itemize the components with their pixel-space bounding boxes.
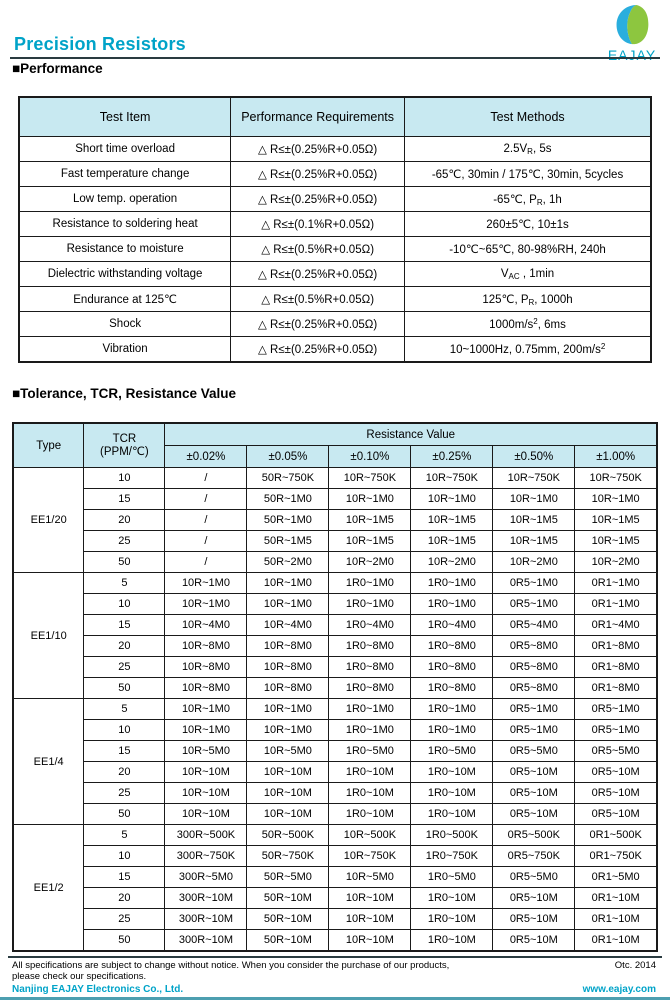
tcr-cell: 50 <box>84 930 165 952</box>
tcr-cell: 50 <box>84 804 165 825</box>
resistance-range-cell: 1R0~1M0 <box>329 594 411 615</box>
resistance-range-cell: 10R~8M0 <box>247 636 329 657</box>
footer-notice <box>12 960 449 982</box>
resistance-range-cell: 0R5~10M <box>493 930 575 952</box>
tcr-cell: 50 <box>84 552 165 573</box>
tcr-cell: 20 <box>84 762 165 783</box>
resistance-range-cell: 10R~10M <box>165 804 247 825</box>
performance-row <box>19 237 651 262</box>
resistance-range-cell: 1R0~500K <box>411 825 493 846</box>
method-cell: 260±5℃, 10±1s <box>405 212 651 237</box>
resistance-range-cell: 50R~500K <box>247 825 329 846</box>
resistance-range-cell: 10R~1M0 <box>247 720 329 741</box>
resistance-range-cell: 300R~750K <box>165 846 247 867</box>
tolerance-row <box>13 657 657 678</box>
requirement-cell: △ R≤±(0.25%R+0.05Ω) <box>231 312 405 337</box>
col-header-performance-requirements: Performance Requirements <box>231 97 405 137</box>
resistance-range-cell: 0R1~10M <box>575 888 657 909</box>
resistance-range-cell: 0R5~5M0 <box>575 741 657 762</box>
resistance-range-cell: 10R~750K <box>411 468 493 489</box>
resistance-range-cell: 1R0~1M0 <box>411 594 493 615</box>
performance-row <box>19 312 651 337</box>
resistance-range-cell: 10R~1M5 <box>575 531 657 552</box>
resistance-range-cell: 10R~10M <box>247 804 329 825</box>
resistance-range-cell: 0R1~750K <box>575 846 657 867</box>
resistance-range-cell: 0R5~10M <box>575 804 657 825</box>
resistance-range-cell: 10R~5M0 <box>247 741 329 762</box>
tcr-cell: 5 <box>84 699 165 720</box>
resistance-range-cell: 10R~1M5 <box>493 510 575 531</box>
resistance-range-cell: 1R0~5M0 <box>329 741 411 762</box>
resistance-range-cell: 0R1~5M0 <box>575 867 657 888</box>
tcr-cell: 25 <box>84 657 165 678</box>
test-item-cell: Dielectric withstanding voltage <box>19 262 231 287</box>
resistance-range-cell: 0R1~4M0 <box>575 615 657 636</box>
performance-header-row <box>19 97 651 137</box>
requirement-cell: △ R≤±(0.1%R+0.05Ω) <box>231 212 405 237</box>
section-heading-performance: ■Performance <box>12 61 103 76</box>
method-cell: $2.5V_R$, 5s <box>405 137 651 162</box>
resistance-range-cell: 10R~1M0 <box>165 594 247 615</box>
col-header-tolerance: ±0.02% <box>165 446 247 468</box>
performance-row <box>19 337 651 363</box>
footer-divider <box>8 956 662 958</box>
resistance-range-cell: 10R~2M0 <box>493 552 575 573</box>
resistance-range-cell: 10R~4M0 <box>165 615 247 636</box>
resistance-range-cell: 1R0~750K <box>411 846 493 867</box>
performance-table <box>18 96 652 363</box>
tolerance-row <box>13 888 657 909</box>
resistance-range-cell: / <box>165 531 247 552</box>
resistance-range-cell: 10R~1M5 <box>329 531 411 552</box>
resistance-range-cell: 0R1~1M0 <box>575 573 657 594</box>
footer-notice-line2: please check our specifications. <box>12 971 147 982</box>
col-header-tolerance: ±0.50% <box>493 446 575 468</box>
test-item-cell: Low temp. operation <box>19 187 231 212</box>
resistance-range-cell: 10R~1M0 <box>493 489 575 510</box>
resistance-range-cell: 1R0~1M0 <box>329 720 411 741</box>
resistance-range-cell: 0R5~10M <box>493 888 575 909</box>
method-cell: -65℃, 30min / 175℃, 30min, 5cycles <box>405 162 651 187</box>
resistance-range-cell: 10R~10M <box>329 930 411 952</box>
eajay-logo-text: EAJAY <box>607 47 657 63</box>
resistance-range-cell: 10R~8M0 <box>247 657 329 678</box>
performance-table-body <box>19 137 651 363</box>
resistance-range-cell: 1R0~8M0 <box>329 678 411 699</box>
tolerance-row <box>13 720 657 741</box>
resistance-range-cell: 0R5~1M0 <box>575 720 657 741</box>
tolerance-row <box>13 846 657 867</box>
resistance-range-cell: 0R1~10M <box>575 930 657 952</box>
resistance-range-cell: 10R~5M0 <box>329 867 411 888</box>
resistance-range-cell: 10R~8M0 <box>247 678 329 699</box>
test-item-cell: Endurance at 125℃ <box>19 287 231 312</box>
tolerance-table-body <box>13 468 657 952</box>
page-title: Precision Resistors <box>14 34 186 54</box>
col-header-test-item: Test Item <box>19 97 231 137</box>
col-header-type: Type <box>13 423 84 468</box>
resistance-range-cell: 0R5~10M <box>575 783 657 804</box>
resistance-range-cell: 10R~8M0 <box>165 657 247 678</box>
test-item-cell: Resistance to soldering heat <box>19 212 231 237</box>
resistance-range-cell: 10R~1M5 <box>493 531 575 552</box>
tolerance-row <box>13 783 657 804</box>
resistance-range-cell: 0R5~5M0 <box>493 741 575 762</box>
type-cell: EE1/20 <box>13 468 84 573</box>
col-header-tolerance: ±0.25% <box>411 446 493 468</box>
resistance-range-cell: 10R~1M0 <box>575 489 657 510</box>
resistance-range-cell: 0R5~10M <box>493 783 575 804</box>
resistance-range-cell: 50R~10M <box>247 930 329 952</box>
resistance-range-cell: 10R~750K <box>575 468 657 489</box>
resistance-range-cell: 1R0~1M0 <box>411 573 493 594</box>
resistance-range-cell: 1R0~1M0 <box>411 699 493 720</box>
tolerance-row <box>13 804 657 825</box>
section-heading-tolerance: ■Tolerance, TCR, Resistance Value <box>12 386 236 401</box>
method-cell: -65℃, $P_R$, 1h <box>405 187 651 212</box>
resistance-range-cell: 0R5~10M <box>575 762 657 783</box>
resistance-range-cell: 10R~750K <box>493 468 575 489</box>
resistance-range-cell: 1R0~8M0 <box>329 657 411 678</box>
resistance-range-cell: 300R~500K <box>165 825 247 846</box>
tolerance-row <box>13 573 657 594</box>
resistance-range-cell: 1R0~8M0 <box>329 636 411 657</box>
type-cell: EE1/4 <box>13 699 84 825</box>
tolerance-row <box>13 531 657 552</box>
resistance-range-cell: / <box>165 510 247 531</box>
resistance-range-cell: 0R5~4M0 <box>493 615 575 636</box>
tolerance-row <box>13 552 657 573</box>
resistance-range-cell: 10R~1M5 <box>411 510 493 531</box>
tolerance-row <box>13 762 657 783</box>
tolerance-row <box>13 678 657 699</box>
resistance-range-cell: 50R~1M0 <box>247 489 329 510</box>
resistance-range-cell: 10R~2M0 <box>575 552 657 573</box>
resistance-range-cell: 10R~10M <box>165 762 247 783</box>
col-header-tolerance: ±0.10% <box>329 446 411 468</box>
tolerance-row <box>13 510 657 531</box>
resistance-range-cell: 10R~10M <box>247 762 329 783</box>
resistance-range-cell: 0R5~8M0 <box>493 636 575 657</box>
resistance-range-cell: 10R~1M0 <box>165 720 247 741</box>
performance-row <box>19 212 651 237</box>
title-divider <box>10 57 660 59</box>
resistance-range-cell: 0R5~1M0 <box>493 573 575 594</box>
tcr-cell: 25 <box>84 531 165 552</box>
method-cell: 125℃, $P_R$, 1000h <box>405 287 651 312</box>
resistance-range-cell: 1R0~8M0 <box>411 636 493 657</box>
requirement-cell: △ R≤±(0.25%R+0.05Ω) <box>231 137 405 162</box>
performance-row <box>19 262 651 287</box>
footer-notice-line1: All specifications are subject to change without notice. When you consider the purchase of our products, <box>12 960 450 971</box>
tolerance-row <box>13 468 657 489</box>
resistance-range-cell: 10R~10M <box>165 783 247 804</box>
resistance-range-cell: 50R~10M <box>247 888 329 909</box>
resistance-range-cell: 50R~2M0 <box>247 552 329 573</box>
resistance-range-cell: 10R~1M0 <box>247 573 329 594</box>
tolerance-row <box>13 825 657 846</box>
requirement-cell: △ R≤±(0.25%R+0.05Ω) <box>231 337 405 363</box>
eajay-logo-icon <box>612 3 652 47</box>
resistance-range-cell: 10R~10M <box>329 888 411 909</box>
method-cell: $V_{AC}$ , 1min <box>405 262 651 287</box>
resistance-range-cell: 1R0~10M <box>329 783 411 804</box>
method-cell: -10℃~65℃, 80-98%RH, 240h <box>405 237 651 262</box>
resistance-range-cell: 1R0~1M0 <box>329 573 411 594</box>
col-header-test-methods: Test Methods <box>405 97 651 137</box>
col-header-resistance-value: Resistance Value <box>165 423 657 446</box>
resistance-range-cell: 0R5~8M0 <box>493 657 575 678</box>
resistance-range-cell: 1R0~1M0 <box>411 720 493 741</box>
col-header-tolerance: ±1.00% <box>575 446 657 468</box>
resistance-range-cell: 10R~1M0 <box>247 699 329 720</box>
resistance-range-cell: 300R~10M <box>165 909 247 930</box>
resistance-range-cell: 10R~8M0 <box>165 678 247 699</box>
resistance-range-cell: 0R1~1M0 <box>575 594 657 615</box>
resistance-range-cell: 10R~1M0 <box>165 573 247 594</box>
resistance-range-cell: 10R~1M0 <box>247 594 329 615</box>
resistance-range-cell: 10R~750K <box>329 846 411 867</box>
resistance-range-cell: 10R~750K <box>329 468 411 489</box>
tolerance-row <box>13 699 657 720</box>
requirement-cell: △ R≤±(0.5%R+0.05Ω) <box>231 287 405 312</box>
resistance-range-cell: 0R5~500K <box>493 825 575 846</box>
resistance-range-cell: 10R~500K <box>329 825 411 846</box>
resistance-range-cell: 0R5~8M0 <box>493 678 575 699</box>
resistance-range-cell: 0R1~8M0 <box>575 678 657 699</box>
page-footer <box>0 956 670 1000</box>
footer-website: www.eajay.com <box>582 984 656 995</box>
resistance-range-cell: 10R~10M <box>329 909 411 930</box>
tcr-cell: 10 <box>84 594 165 615</box>
resistance-range-cell: 0R5~1M0 <box>493 720 575 741</box>
resistance-range-cell: 50R~10M <box>247 909 329 930</box>
performance-row <box>19 162 651 187</box>
resistance-range-cell: 1R0~10M <box>411 804 493 825</box>
tcr-cell: 25 <box>84 909 165 930</box>
tcr-label: TCR <box>112 432 137 445</box>
resistance-range-cell: 1R0~4M0 <box>329 615 411 636</box>
type-cell: EE1/2 <box>13 825 84 952</box>
resistance-range-cell: 50R~750K <box>247 468 329 489</box>
resistance-range-cell: 1R0~8M0 <box>411 657 493 678</box>
tcr-cell: 10 <box>84 720 165 741</box>
resistance-range-cell: 10R~10M <box>247 783 329 804</box>
test-item-cell: Fast temperature change <box>19 162 231 187</box>
requirement-cell: △ R≤±(0.25%R+0.05Ω) <box>231 187 405 212</box>
tcr-cell: 10 <box>84 846 165 867</box>
resistance-range-cell: 50R~1M5 <box>247 531 329 552</box>
resistance-range-cell: 1R0~5M0 <box>411 867 493 888</box>
tcr-cell: 25 <box>84 783 165 804</box>
tcr-unit: (PPM/℃) <box>100 445 149 458</box>
resistance-range-cell: 10R~8M0 <box>165 636 247 657</box>
resistance-range-cell: / <box>165 552 247 573</box>
tcr-cell: 20 <box>84 888 165 909</box>
tcr-cell: 15 <box>84 489 165 510</box>
requirement-cell: △ R≤±(0.25%R+0.05Ω) <box>231 262 405 287</box>
resistance-range-cell: 10R~5M0 <box>165 741 247 762</box>
resistance-range-cell: / <box>165 489 247 510</box>
requirement-cell: △ R≤±(0.5%R+0.05Ω) <box>231 237 405 262</box>
test-item-cell: Vibration <box>19 337 231 363</box>
performance-row <box>19 137 651 162</box>
resistance-range-cell: 0R5~1M0 <box>575 699 657 720</box>
resistance-range-cell: 0R1~500K <box>575 825 657 846</box>
method-cell: 10~1000Hz, 0.75mm, $200m/s^2$ <box>405 337 651 363</box>
resistance-range-cell: 0R5~10M <box>493 762 575 783</box>
method-cell: $1000m/s^2$, 6ms <box>405 312 651 337</box>
resistance-range-cell: 300R~10M <box>165 930 247 952</box>
tcr-cell: 5 <box>84 573 165 594</box>
resistance-range-cell: 1R0~10M <box>329 762 411 783</box>
test-item-cell: Shock <box>19 312 231 337</box>
performance-row <box>19 287 651 312</box>
resistance-range-cell: 0R1~10M <box>575 909 657 930</box>
tolerance-row <box>13 489 657 510</box>
resistance-range-cell: 10R~2M0 <box>329 552 411 573</box>
resistance-range-cell: 1R0~10M <box>411 930 493 952</box>
resistance-range-cell: 50R~1M0 <box>247 510 329 531</box>
test-item-cell: Resistance to moisture <box>19 237 231 262</box>
tcr-cell: 50 <box>84 678 165 699</box>
resistance-range-cell: 0R1~8M0 <box>575 657 657 678</box>
resistance-range-cell: 0R1~8M0 <box>575 636 657 657</box>
tcr-cell: 10 <box>84 468 165 489</box>
test-item-cell: Short time overload <box>19 137 231 162</box>
resistance-range-cell: 10R~1M0 <box>165 699 247 720</box>
tolerance-row <box>13 741 657 762</box>
resistance-range-cell: 1R0~10M <box>411 888 493 909</box>
resistance-range-cell: / <box>165 468 247 489</box>
resistance-range-cell: 300R~5M0 <box>165 867 247 888</box>
tolerance-row <box>13 594 657 615</box>
resistance-range-cell: 0R5~1M0 <box>493 594 575 615</box>
resistance-range-cell: 1R0~5M0 <box>411 741 493 762</box>
tolerance-header-row-1 <box>13 423 657 446</box>
resistance-range-cell: 0R5~10M <box>493 909 575 930</box>
resistance-range-cell: 10R~1M5 <box>575 510 657 531</box>
tolerance-row <box>13 930 657 952</box>
tcr-cell: 15 <box>84 741 165 762</box>
tolerance-row <box>13 615 657 636</box>
tcr-cell: 20 <box>84 636 165 657</box>
col-header-tcr <box>84 423 165 468</box>
resistance-range-cell: 1R0~1M0 <box>329 699 411 720</box>
resistance-range-cell: 0R5~10M <box>493 804 575 825</box>
resistance-range-cell: 1R0~10M <box>329 804 411 825</box>
tolerance-table <box>12 422 658 952</box>
tcr-cell: 20 <box>84 510 165 531</box>
resistance-range-cell: 50R~750K <box>247 846 329 867</box>
tcr-cell: 15 <box>84 867 165 888</box>
resistance-range-cell: 50R~5M0 <box>247 867 329 888</box>
requirement-cell: △ R≤±(0.25%R+0.05Ω) <box>231 162 405 187</box>
resistance-range-cell: 10R~1M0 <box>411 489 493 510</box>
resistance-range-cell: 300R~10M <box>165 888 247 909</box>
resistance-range-cell: 1R0~10M <box>411 762 493 783</box>
eajay-logo <box>604 3 660 63</box>
col-header-tolerance: ±0.05% <box>247 446 329 468</box>
tolerance-row <box>13 636 657 657</box>
tolerance-row <box>13 867 657 888</box>
resistance-range-cell: 10R~1M5 <box>411 531 493 552</box>
tolerance-row <box>13 909 657 930</box>
performance-row <box>19 187 651 212</box>
resistance-range-cell: 0R5~5M0 <box>493 867 575 888</box>
footer-date: Otc. 2014 <box>614 960 656 971</box>
resistance-range-cell: 10R~1M0 <box>329 489 411 510</box>
tcr-cell: 5 <box>84 825 165 846</box>
resistance-range-cell: 1R0~10M <box>411 909 493 930</box>
tcr-cell: 15 <box>84 615 165 636</box>
resistance-range-cell: 1R0~10M <box>411 783 493 804</box>
resistance-range-cell: 0R5~750K <box>493 846 575 867</box>
resistance-range-cell: 1R0~4M0 <box>411 615 493 636</box>
resistance-range-cell: 10R~1M5 <box>329 510 411 531</box>
resistance-range-cell: 10R~4M0 <box>247 615 329 636</box>
resistance-range-cell: 1R0~8M0 <box>411 678 493 699</box>
type-cell: EE1/10 <box>13 573 84 699</box>
footer-company: Nanjing EAJAY Electronics Co., Ltd. <box>12 984 184 995</box>
resistance-range-cell: 0R5~1M0 <box>493 699 575 720</box>
resistance-range-cell: 10R~2M0 <box>411 552 493 573</box>
